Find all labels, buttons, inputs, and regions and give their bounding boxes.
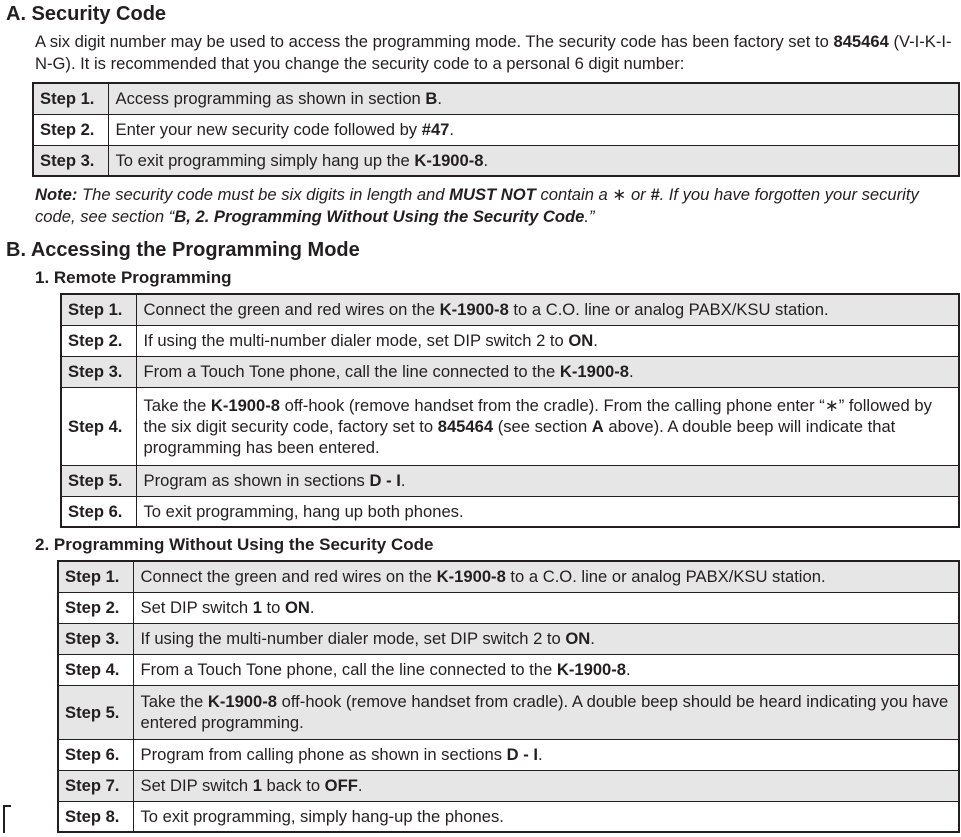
no-security-code-heading: 2. Programming Without Using the Security Code bbox=[35, 535, 434, 554]
table-row bbox=[61, 356, 959, 387]
table-row bbox=[61, 294, 959, 325]
step-label: Step 4. bbox=[58, 654, 133, 685]
table-row bbox=[61, 496, 959, 527]
step-text: To exit programming, hang up both phones. bbox=[136, 496, 959, 527]
step-label: Step 4. bbox=[61, 387, 136, 465]
no-security-code-steps-table bbox=[57, 560, 960, 833]
table-row bbox=[58, 770, 959, 801]
step-label: Step 2. bbox=[33, 114, 108, 145]
table-row bbox=[58, 561, 959, 592]
step-text: Access programming as shown in section B. bbox=[108, 83, 959, 114]
section-a-steps-table bbox=[32, 82, 960, 177]
step-label: Step 2. bbox=[61, 325, 136, 356]
table-row bbox=[58, 592, 959, 623]
step-text: Program from calling phone as shown in sections D - I. bbox=[133, 739, 959, 770]
step-label: Step 1. bbox=[61, 294, 136, 325]
table-row bbox=[58, 685, 959, 739]
table-row bbox=[58, 801, 959, 832]
table-row bbox=[58, 654, 959, 685]
intro-text-1: A six digit number may be used to access the programming mode. The security code has been factory set to bbox=[35, 32, 829, 51]
step-text: Connect the green and red wires on the K-1900-8 to a C.O. line or analog PABX/KSU station. bbox=[133, 561, 959, 592]
step-label: Step 3. bbox=[61, 356, 136, 387]
step-label: Step 2. bbox=[58, 592, 133, 623]
step-text: Take the K-1900-8 off-hook (remove handset from the cradle). From the calling phone enter “∗” followed by the six digit security code, factory set to 845464 (see section A above). A double beep will indicate that programming has been entered. bbox=[136, 387, 959, 465]
security-code-note: Note: The security code must be six digits in length and MUST NOT contain a ∗ or #. If you have forgotten your security code, see section “B, 2. Programming Without Using the Security Code.” bbox=[35, 185, 919, 226]
table-row bbox=[58, 623, 959, 654]
step-text: Connect the green and red wires on the K-1900-8 to a C.O. line or analog PABX/KSU station. bbox=[136, 294, 959, 325]
step-text: Program as shown in sections D - I. bbox=[136, 465, 959, 496]
step-text: To exit programming simply hang up the K-1900-8. bbox=[108, 145, 959, 176]
section-a-intro bbox=[35, 31, 960, 75]
remote-programming-steps-table bbox=[60, 293, 960, 528]
margin-bracket-mark bbox=[3, 805, 11, 833]
section-a-heading: A. Security Code bbox=[6, 3, 167, 25]
step-label: Step 5. bbox=[61, 465, 136, 496]
step-text: Enter your new security code followed by #47. bbox=[108, 114, 959, 145]
step-text: Set DIP switch 1 back to OFF. bbox=[133, 770, 959, 801]
remote-programming-heading: 1. Remote Programming bbox=[35, 268, 232, 287]
step-label: Step 5. bbox=[58, 685, 133, 739]
section-b-heading: B. Accessing the Programming Mode bbox=[6, 239, 360, 261]
table-row bbox=[61, 325, 959, 356]
step-text: Take the K-1900-8 off-hook (remove handset from cradle). A double beep should be heard indicating you have entered programming. bbox=[133, 685, 959, 739]
step-text: To exit programming, simply hang-up the phones. bbox=[133, 801, 959, 832]
step-text: If using the multi-number dialer mode, set DIP switch 2 to ON. bbox=[133, 623, 959, 654]
step-label: Step 1. bbox=[33, 83, 108, 114]
step-text: If using the multi-number dialer mode, set DIP switch 2 to ON. bbox=[136, 325, 959, 356]
step-label: Step 1. bbox=[58, 561, 133, 592]
step-text: From a Touch Tone phone, call the line connected to the K-1900-8. bbox=[136, 356, 959, 387]
step-label: Step 3. bbox=[58, 623, 133, 654]
table-row bbox=[58, 739, 959, 770]
table-row bbox=[33, 145, 959, 176]
step-label: Step 7. bbox=[58, 770, 133, 801]
step-label: Step 3. bbox=[33, 145, 108, 176]
step-label: Step 6. bbox=[58, 739, 133, 770]
step-label: Step 8. bbox=[58, 801, 133, 832]
step-text: Set DIP switch 1 to ON. bbox=[133, 592, 959, 623]
table-row bbox=[61, 387, 959, 465]
step-text: From a Touch Tone phone, call the line connected to the K-1900-8. bbox=[133, 654, 959, 685]
intro-factory-code: 845464 bbox=[833, 32, 889, 51]
table-row bbox=[61, 465, 959, 496]
table-row bbox=[33, 114, 959, 145]
step-label: Step 6. bbox=[61, 496, 136, 527]
intro-text-2: (V-I-K-I-N-G). It is recommended that you change the security code to a personal 6 digit number: bbox=[35, 32, 952, 73]
table-row bbox=[33, 83, 959, 114]
note-label: Note: bbox=[35, 185, 78, 204]
